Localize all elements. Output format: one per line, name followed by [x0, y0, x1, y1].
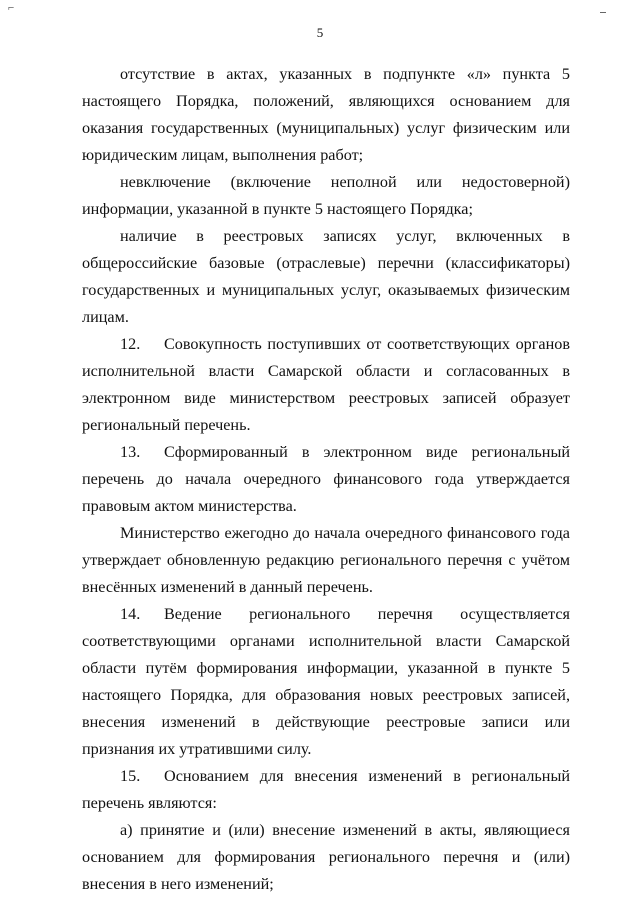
paragraph-non-inclusion	[82, 169, 570, 223]
paragraph-subitem-a	[82, 817, 570, 898]
paragraph-text: Совокупность поступивших от соответствующих органов исполнительной власти Самарской области и согласованных в электронном виде министерством реестровых записей образует региональный перечень.	[82, 335, 570, 434]
corner-scan-mark: ⌐	[8, 2, 15, 14]
paragraph-ministry-annual	[82, 520, 570, 601]
item-number: 13.	[120, 443, 141, 461]
paragraph-registry-records	[82, 223, 570, 331]
item-number: 12.	[120, 335, 141, 353]
corner-scan-dash	[600, 12, 606, 13]
page-number: 5	[316, 25, 324, 40]
paragraph-absence-provisions	[82, 61, 570, 169]
paragraph-text: наличие в реестровых записях услуг, включенных в общероссийские базовые (отраслевые) перечни (классификаторы) государственных и муниципальных услуг, оказываемых физическим лицам.	[82, 227, 570, 326]
paragraph-text: невключение (включение неполной или недостоверной) информации, указанной в пункте 5 настоящего Порядка;	[82, 173, 570, 218]
document-body	[82, 61, 570, 898]
paragraph-text: Министерство ежегодно до начала очередного финансового года утверждает обновленную редакцию регионального перечня с учётом внесённых изменений в данный перечень.	[82, 524, 570, 596]
paragraph-item-15	[82, 763, 570, 817]
paragraph-text: Ведение регионального перечня осуществляется соответствующими органами исполнительной власти Самарской области путём формирования информации, указанной в пункте 5 настоящего Порядка, для образования новых реестровых записей, внесения изменений в действующие реестровые записи или признания их утратившими силу.	[82, 605, 570, 758]
item-number: 14.	[120, 605, 141, 623]
paragraph-text: а) принятие и (или) внесение изменений в акты, являющиеся основанием для формирования регионального перечня и (или) внесения в него изменений;	[82, 821, 570, 893]
item-number: 15.	[120, 767, 141, 785]
paragraph-item-12	[82, 331, 570, 439]
paragraph-item-13	[82, 439, 570, 520]
paragraph-text: отсутствие в актах, указанных в подпункте «л» пункта 5 настоящего Порядка, положений, являющихся основанием для оказания государственных (муниципальных) услуг физическим или юридическим лицам, выполнения работ;	[82, 65, 570, 164]
paragraph-text: Сформированный в электронном виде региональный перечень до начала очередного финансового года утверждается правовым актом министерства.	[82, 443, 570, 515]
paragraph-text: Основанием для внесения изменений в региональный перечень являются:	[82, 767, 570, 812]
paragraph-item-14	[82, 601, 570, 763]
